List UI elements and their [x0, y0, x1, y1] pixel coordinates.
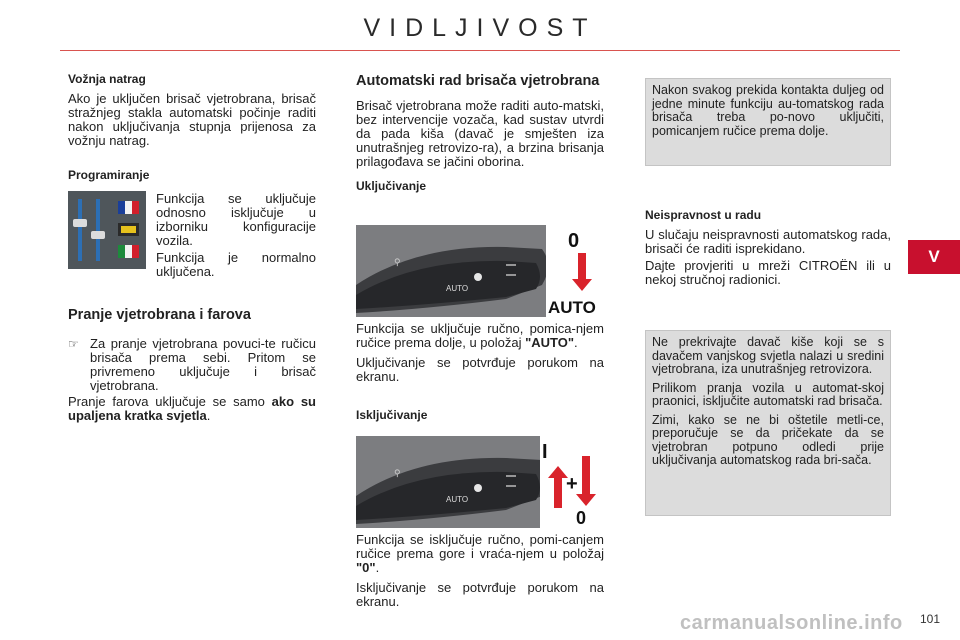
- note-rain-sensor: [645, 330, 891, 516]
- column-right: [645, 208, 891, 287]
- switch-on-text: Funkcija se uključuje ručno, pomica-njem ručice prema dolje, u položaj "AUTO".: [356, 321, 604, 350]
- zero-position-label: "0": [356, 560, 376, 575]
- label-zero-bottom: 0: [576, 508, 587, 528]
- page-number: 101: [919, 612, 940, 626]
- label-one: I: [542, 441, 548, 463]
- pointing-hand-icon: ☞: [68, 337, 79, 351]
- washing-heading: Pranje vjetrobrana i farova: [68, 307, 251, 323]
- fault-text-1: U slučaju neispravnosti automatskog rada, brisači će raditi isprekidano.: [645, 227, 891, 256]
- wiper-stalk-on-image: [356, 225, 604, 317]
- programming-text-2: Funkcija je normalno uključena.: [156, 250, 316, 279]
- page-title: VIDLJIVOST: [363, 14, 597, 42]
- config-menu-sliders-icon: [68, 191, 146, 269]
- note-reactivate-text: Nakon svakog prekida kontakta duljeg od jedne minute funkciju au-tomatskog rada brisača treba po-novo uključiti, pomicanjem ručice prema dolje.: [652, 83, 884, 138]
- headlamp-condition: ako su upaljena kratka svjetla: [68, 394, 316, 423]
- reverse-heading: Vožnja natrag: [68, 72, 146, 86]
- switch-off-text: Funkcija se isključuje ručno, pomi-canjem ručice prema gore i vraća-njem u položaj "0".: [356, 532, 604, 575]
- note-rain-sensor-p3: Zimi, kako se ne bi oštetile metli-ce, preporučuje se da pričekate da se vjetrobran potpuno odledi prije uključivanja automatskog rada bri-sača.: [652, 412, 884, 467]
- label-plus: +: [566, 473, 578, 495]
- svg-text:⚲: ⚲: [394, 468, 401, 478]
- wiper-stalk-off-image: [356, 436, 604, 528]
- fault-heading: Neispravnost u radu: [645, 208, 762, 222]
- washing-bullet-text: Za pranje vjetrobrana povuci-te ručicu brisača prema sebi. Pritom se privremeno uključuje i brisač vjetrobrana.: [90, 336, 316, 393]
- svg-text:AUTO: AUTO: [446, 495, 469, 504]
- switch-off-confirm: Isključivanje se potvrđuje porukom na ekranu.: [356, 580, 604, 609]
- washing-bullet: [68, 337, 316, 393]
- note-rain-sensor-p1: Ne prekrivajte davač kiše koji se s davačem vanjskog svjetla nalazi u sredini vjetrobrana, iza unutrašnjeg retrovizora.: [652, 335, 884, 376]
- switch-off-heading: Isključivanje: [356, 408, 428, 422]
- note-rain-sensor-p2: Prilikom pranja vozila u automat-skoj praonici, isključite automatski rad brisača.: [652, 380, 884, 408]
- title-divider: [60, 50, 900, 51]
- column-middle: [356, 73, 604, 199]
- auto-wiping-text: Brisač vjetrobrana može raditi auto-matski, bez intervencije vozača, kad sustav utvrdi da pada kiša (davač je smješten iza unutrašnjeg retrovizo-ra), a brzina brisanja prilagođava se jačini oborina.: [356, 98, 604, 169]
- svg-text:AUTO: AUTO: [446, 284, 469, 293]
- note-reactivate: [645, 78, 891, 166]
- switch-on-confirm: Uključivanje se potvrđuje porukom na ekranu.: [356, 355, 604, 384]
- programming-text-1: Funkcija se uključuje odnosno isključuje u izborniku konfiguracije vozila.: [156, 191, 316, 248]
- headlamp-wash-text: Pranje farova uključuje se samo ako su upaljena kratka svjetla.: [68, 394, 316, 423]
- switch-on-heading: Uključivanje: [356, 179, 427, 193]
- label-zero: 0: [568, 230, 580, 252]
- watermark: carmanualsonline.info: [680, 612, 903, 634]
- label-auto: AUTO: [548, 298, 596, 317]
- fault-text-2: Dajte provjeriti u mreži CITROËN ili u nekoj stručnoj radionici.: [645, 258, 891, 287]
- switch-on-text-block: [356, 322, 604, 428]
- auto-wiping-heading: Automatski rad brisača vjetrobrana: [356, 73, 600, 89]
- programming-heading: Programiranje: [68, 168, 150, 182]
- reverse-text: Ako je uključen brisač vjetrobrana, brisač stražnjeg stakla automatski počinje raditi nakon uključivanja stupnja prijenosa za vožnju natrag.: [68, 91, 316, 148]
- chapter-tab[interactable]: V: [908, 240, 960, 274]
- auto-position-label: "AUTO": [525, 335, 575, 350]
- switch-off-text-block: [356, 533, 604, 609]
- svg-text:⚲: ⚲: [394, 257, 401, 267]
